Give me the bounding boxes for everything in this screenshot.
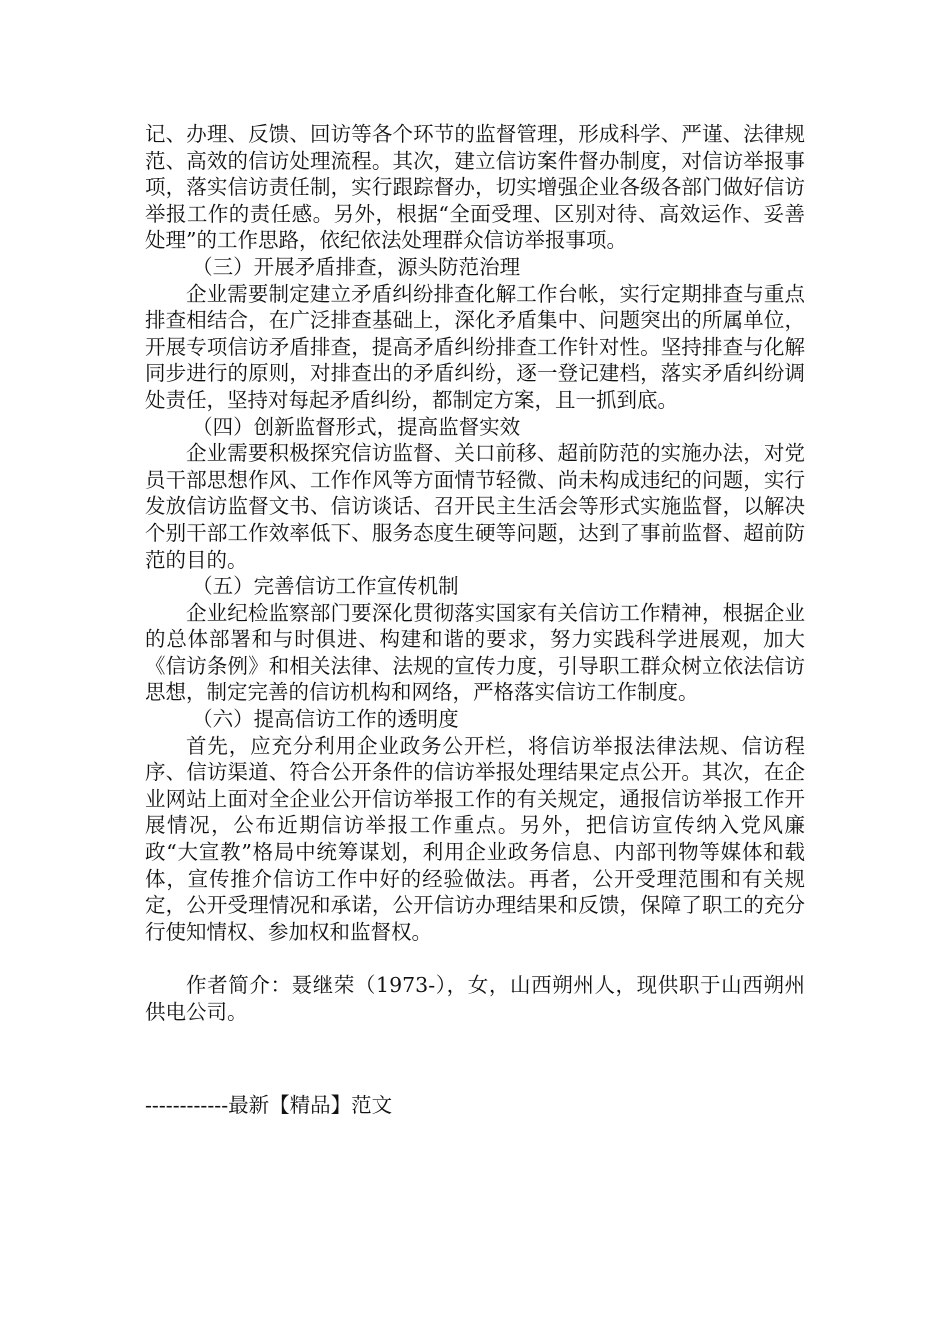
blank-line <box>145 945 805 972</box>
author-note: 作者简介：聂继荣（1973-），女，山西朔州人，现供职于山西朔州供电公司。 <box>145 973 805 1024</box>
section-heading-4: （四）创新监督形式，提高监督实效 <box>192 414 521 439</box>
paragraph-publicity-mechanism: 企业纪检监察部门要深化贯彻落实国家有关信访工作精神，根据企业的总体部署和与时俱进、构建和谐的要求，努力实践科学进展观，加大《信访条例》和相关法律、法规的宣传力度，引导职工群众树立依法信访思想，制定完善的信访机构和网络，严格落实信访工作制度。 <box>145 600 805 705</box>
paragraph-supervision-innovation: 企业需要积极探究信访监督、关口前移、超前防范的实施办法，对党员干部思想作风、工作作风等方面情节轻微、尚未构成违纪的问题，实行发放信访监督文书、信访谈话、召开民主生活会等形式实施监督，以解决个别干部工作效率低下、服务态度生硬等问题，达到了事前监督、超前防范的目的。 <box>145 441 805 572</box>
paragraph-contradiction-screening: 企业需要制定建立矛盾纠纷排查化解工作台帐，实行定期排查与重点排查相结合，在广泛排查基础上，深化矛盾集中、问题突出的所属单位，开展专项信访矛盾排查，提高矛盾纠纷排查工作针对性。坚持排查与化解同步进行的原则，对排查出的矛盾纠纷，逐一登记建档，落实矛盾纠纷调处责任，坚持对每起矛盾纠纷，都制定方案，且一抓到底。 <box>145 281 805 412</box>
paragraph-transparency: 首先，应充分利用企业政务公开栏，将信访举报法律法规、信访程序、信访渠道、符合公开条件的信访举报处理结果定点公开。其次，在企业网站上面对全企业公开信访举报工作的有关规定，通报信访举报工作开展情况，公布近期信访举报工作重点。另外，把信访宣传纳入党风廉政“大宣教”格局中统筹谋划，利用企业政务信息、内部刊物等媒体和载体，宣传推介信访工作中好的经验做法。再者，公开受理范围和有关规定，公开受理情况和承诺，公开信访办理结果和反馈，保障了职工的充分行使知情权、参加权和监督权。 <box>145 733 805 944</box>
section-heading-3: （三）开展矛盾排查，源头防范治理 <box>192 254 521 279</box>
section-heading-5: （五）完善信访工作宣传机制 <box>192 574 459 599</box>
paragraph-continued: 记、办理、反馈、回访等各个环节的监督管理，形成科学、严谨、法律规范、高效的信访处理流程。其次，建立信访案件督办制度，对信访举报事项，落实信访责任制，实行跟踪督办，切实增强企业各级各部门做好信访举报工作的责任感。另外，根据“全面受理、区别对待、高效运作、妥善处理”的工作思路，依纪依法处理群众信访举报事项。 <box>145 122 805 253</box>
section-heading-6: （六）提高信访工作的透明度 <box>192 707 459 732</box>
footer-tagline: ------------最新【精品】范文 <box>145 1093 393 1117</box>
document-body <box>145 121 805 1025</box>
